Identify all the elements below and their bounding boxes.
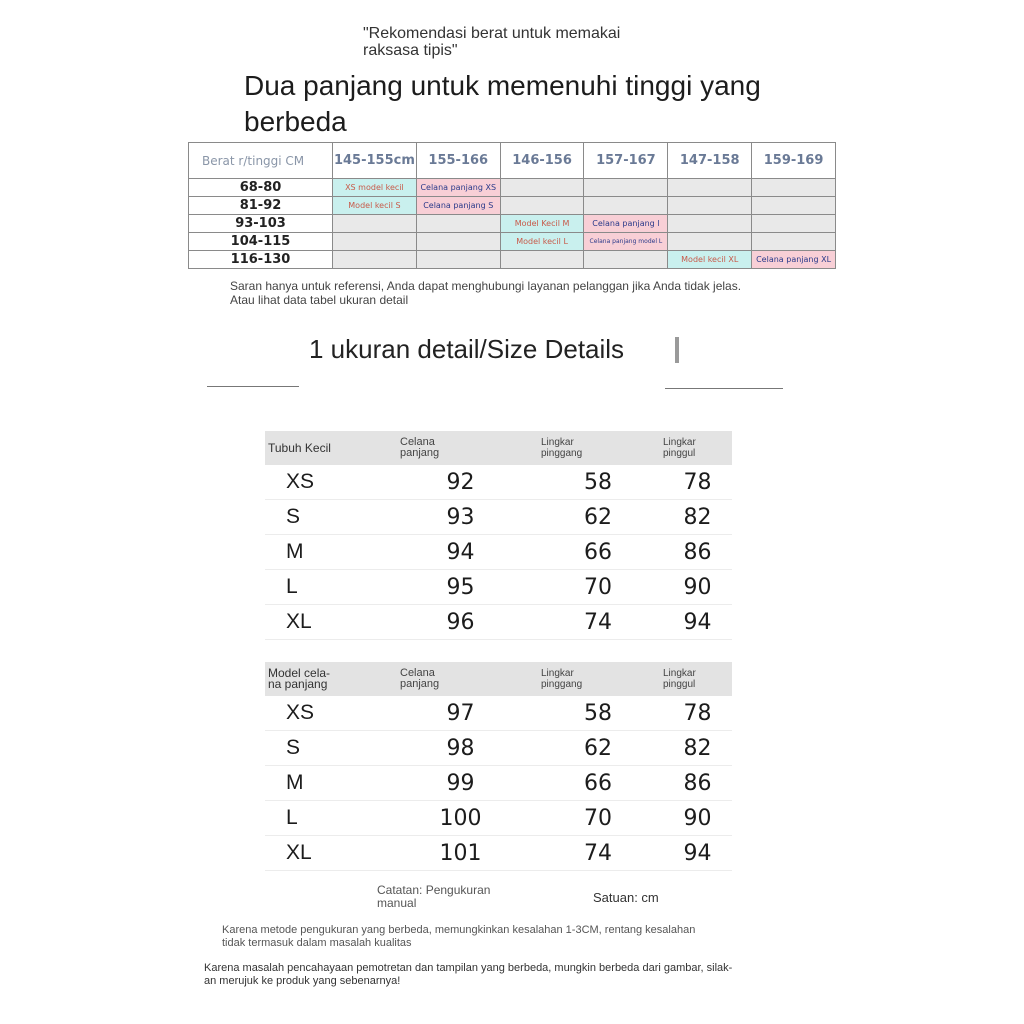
table-cell: 86 bbox=[663, 535, 732, 570]
size-recommendation-cell: Celana panjang XS bbox=[416, 179, 500, 197]
table-row bbox=[265, 731, 732, 766]
empty-cell bbox=[500, 179, 584, 197]
table-cell: 94 bbox=[663, 605, 732, 640]
table-cell: 78 bbox=[663, 465, 732, 500]
empty-cell bbox=[668, 179, 752, 197]
table-row bbox=[265, 605, 732, 640]
empty-cell bbox=[752, 197, 836, 215]
table-cell: 90 bbox=[663, 570, 732, 605]
size-label: M bbox=[265, 535, 388, 570]
unit-note: Satuan: cm bbox=[593, 890, 659, 905]
size-table-long-pants bbox=[265, 662, 732, 871]
table-cell: 86 bbox=[663, 766, 732, 801]
table-row bbox=[189, 215, 836, 233]
table-cell: 58 bbox=[533, 696, 663, 731]
recommendation-subtitle: "Rekomendasi berat untuk memakai raksasa tipis" bbox=[363, 25, 621, 59]
table-row bbox=[265, 696, 732, 731]
table-header-row bbox=[189, 143, 836, 179]
height-column-header: 145-155cm bbox=[333, 143, 417, 179]
lighting-disclaimer-note: Karena masalah pencahayaan pemotretan dan tampilan yang berbeda, mungkin berbeda dari gambar, silak- an merujuk ke produk yang sebenarnya! bbox=[204, 962, 733, 987]
empty-cell bbox=[668, 197, 752, 215]
divider-line-left bbox=[207, 386, 299, 387]
page-title: Dua panjang untuk memenuhi tinggi yang berbeda bbox=[244, 70, 761, 137]
table-header-row bbox=[265, 662, 732, 696]
size-label: S bbox=[265, 731, 388, 766]
size-recommendation-cell: Celana panjang XL bbox=[752, 251, 836, 269]
weight-range-label: 104-115 bbox=[189, 233, 333, 251]
table-row bbox=[265, 465, 732, 500]
size-label: S bbox=[265, 500, 388, 535]
column-header: Model cela- na panjang bbox=[265, 662, 388, 696]
table-row bbox=[265, 801, 732, 836]
height-column-header: 155-166 bbox=[416, 143, 500, 179]
column-header: Celana panjang bbox=[388, 662, 533, 696]
size-recommendation-cell: Model kecil S bbox=[333, 197, 417, 215]
table-cell: 66 bbox=[533, 766, 663, 801]
table-cell: 92 bbox=[388, 465, 533, 500]
table-row bbox=[189, 251, 836, 269]
size-table-small-body bbox=[265, 431, 732, 640]
reference-note: Saran hanya untuk referensi, Anda dapat menghubungi layanan pelanggan jika Anda tidak jelas. Atau lihat data tabel ukuran detail bbox=[230, 279, 742, 307]
empty-cell bbox=[416, 251, 500, 269]
empty-cell bbox=[752, 215, 836, 233]
size-label: XS bbox=[265, 465, 388, 500]
size-label: L bbox=[265, 570, 388, 605]
empty-cell bbox=[333, 251, 417, 269]
table-cell: 82 bbox=[663, 731, 732, 766]
empty-cell bbox=[584, 197, 668, 215]
measurement-error-note: Karena metode pengukuran yang berbeda, memungkinkan kesalahan 1-3CM, rentang kesalahan tidak termasuk dalam masalah kualitas bbox=[222, 924, 696, 949]
size-label: XS bbox=[265, 696, 388, 731]
weight-height-recommendation-table bbox=[188, 142, 836, 269]
size-recommendation-cell: Celana panjang model L bbox=[584, 233, 668, 251]
table-cell: 97 bbox=[388, 696, 533, 731]
table-cell: 78 bbox=[663, 696, 732, 731]
empty-cell bbox=[333, 215, 417, 233]
table-cell: 62 bbox=[533, 731, 663, 766]
size-label: L bbox=[265, 801, 388, 836]
table-row bbox=[189, 179, 836, 197]
table-cell: 93 bbox=[388, 500, 533, 535]
table-cell: 70 bbox=[533, 570, 663, 605]
table-cell: 62 bbox=[533, 500, 663, 535]
table-cell: 70 bbox=[533, 801, 663, 836]
size-label: XL bbox=[265, 836, 388, 871]
table-cell: 74 bbox=[533, 605, 663, 640]
table-row bbox=[265, 836, 732, 871]
table-cell: 98 bbox=[388, 731, 533, 766]
table-cell: 96 bbox=[388, 605, 533, 640]
table-cell: 94 bbox=[663, 836, 732, 871]
column-header: Lingkar pinggang bbox=[533, 431, 663, 465]
divider-line-right bbox=[665, 388, 783, 389]
size-label: M bbox=[265, 766, 388, 801]
size-label: XL bbox=[265, 605, 388, 640]
table-cell: 100 bbox=[388, 801, 533, 836]
manual-measurement-note: Catatan: Pengukuran manual bbox=[377, 883, 491, 910]
empty-cell bbox=[668, 233, 752, 251]
table-row bbox=[189, 233, 836, 251]
table-cell: 95 bbox=[388, 570, 533, 605]
size-recommendation-cell: Model Kecil M bbox=[500, 215, 584, 233]
size-recommendation-cell: Model kecil L bbox=[500, 233, 584, 251]
weight-range-label: 68-80 bbox=[189, 179, 333, 197]
height-column-header: 146-156 bbox=[500, 143, 584, 179]
empty-cell bbox=[500, 197, 584, 215]
empty-cell bbox=[333, 233, 417, 251]
table-cell: 58 bbox=[533, 465, 663, 500]
weight-range-label: 93-103 bbox=[189, 215, 333, 233]
table-cell: 94 bbox=[388, 535, 533, 570]
column-header: Celana panjang bbox=[388, 431, 533, 465]
table-cell: 90 bbox=[663, 801, 732, 836]
table-row bbox=[189, 197, 836, 215]
corner-header: Berat r/tinggi CM bbox=[189, 143, 333, 179]
empty-cell bbox=[752, 179, 836, 197]
empty-cell bbox=[668, 215, 752, 233]
table-cell: 82 bbox=[663, 500, 732, 535]
size-recommendation-cell: Model kecil XL bbox=[668, 251, 752, 269]
weight-range-label: 116-130 bbox=[189, 251, 333, 269]
height-column-header: 157-167 bbox=[584, 143, 668, 179]
empty-cell bbox=[584, 251, 668, 269]
size-recommendation-cell: Celana panjang l bbox=[584, 215, 668, 233]
height-column-header: 159-169 bbox=[752, 143, 836, 179]
table-row bbox=[265, 766, 732, 801]
table-cell: 99 bbox=[388, 766, 533, 801]
table-header-row bbox=[265, 431, 732, 465]
table-row bbox=[265, 570, 732, 605]
height-column-header: 147-158 bbox=[668, 143, 752, 179]
column-header: Lingkar pinggang bbox=[533, 662, 663, 696]
table-row bbox=[265, 500, 732, 535]
empty-cell bbox=[500, 251, 584, 269]
column-header: Lingkar pinggul bbox=[663, 662, 732, 696]
empty-cell bbox=[752, 233, 836, 251]
table-cell: 101 bbox=[388, 836, 533, 871]
heading-divider-bar bbox=[675, 337, 679, 363]
column-header: Lingkar pinggul bbox=[663, 431, 732, 465]
table-cell: 74 bbox=[533, 836, 663, 871]
size-recommendation-cell: Celana panjang S bbox=[416, 197, 500, 215]
table-cell: 66 bbox=[533, 535, 663, 570]
weight-range-label: 81-92 bbox=[189, 197, 333, 215]
size-recommendation-cell: XS model kecil bbox=[333, 179, 417, 197]
table-row bbox=[265, 535, 732, 570]
column-header: Tubuh Kecil bbox=[265, 431, 388, 465]
size-details-heading: 1 ukuran detail/Size Details bbox=[309, 334, 625, 364]
empty-cell bbox=[416, 215, 500, 233]
empty-cell bbox=[416, 233, 500, 251]
empty-cell bbox=[584, 179, 668, 197]
